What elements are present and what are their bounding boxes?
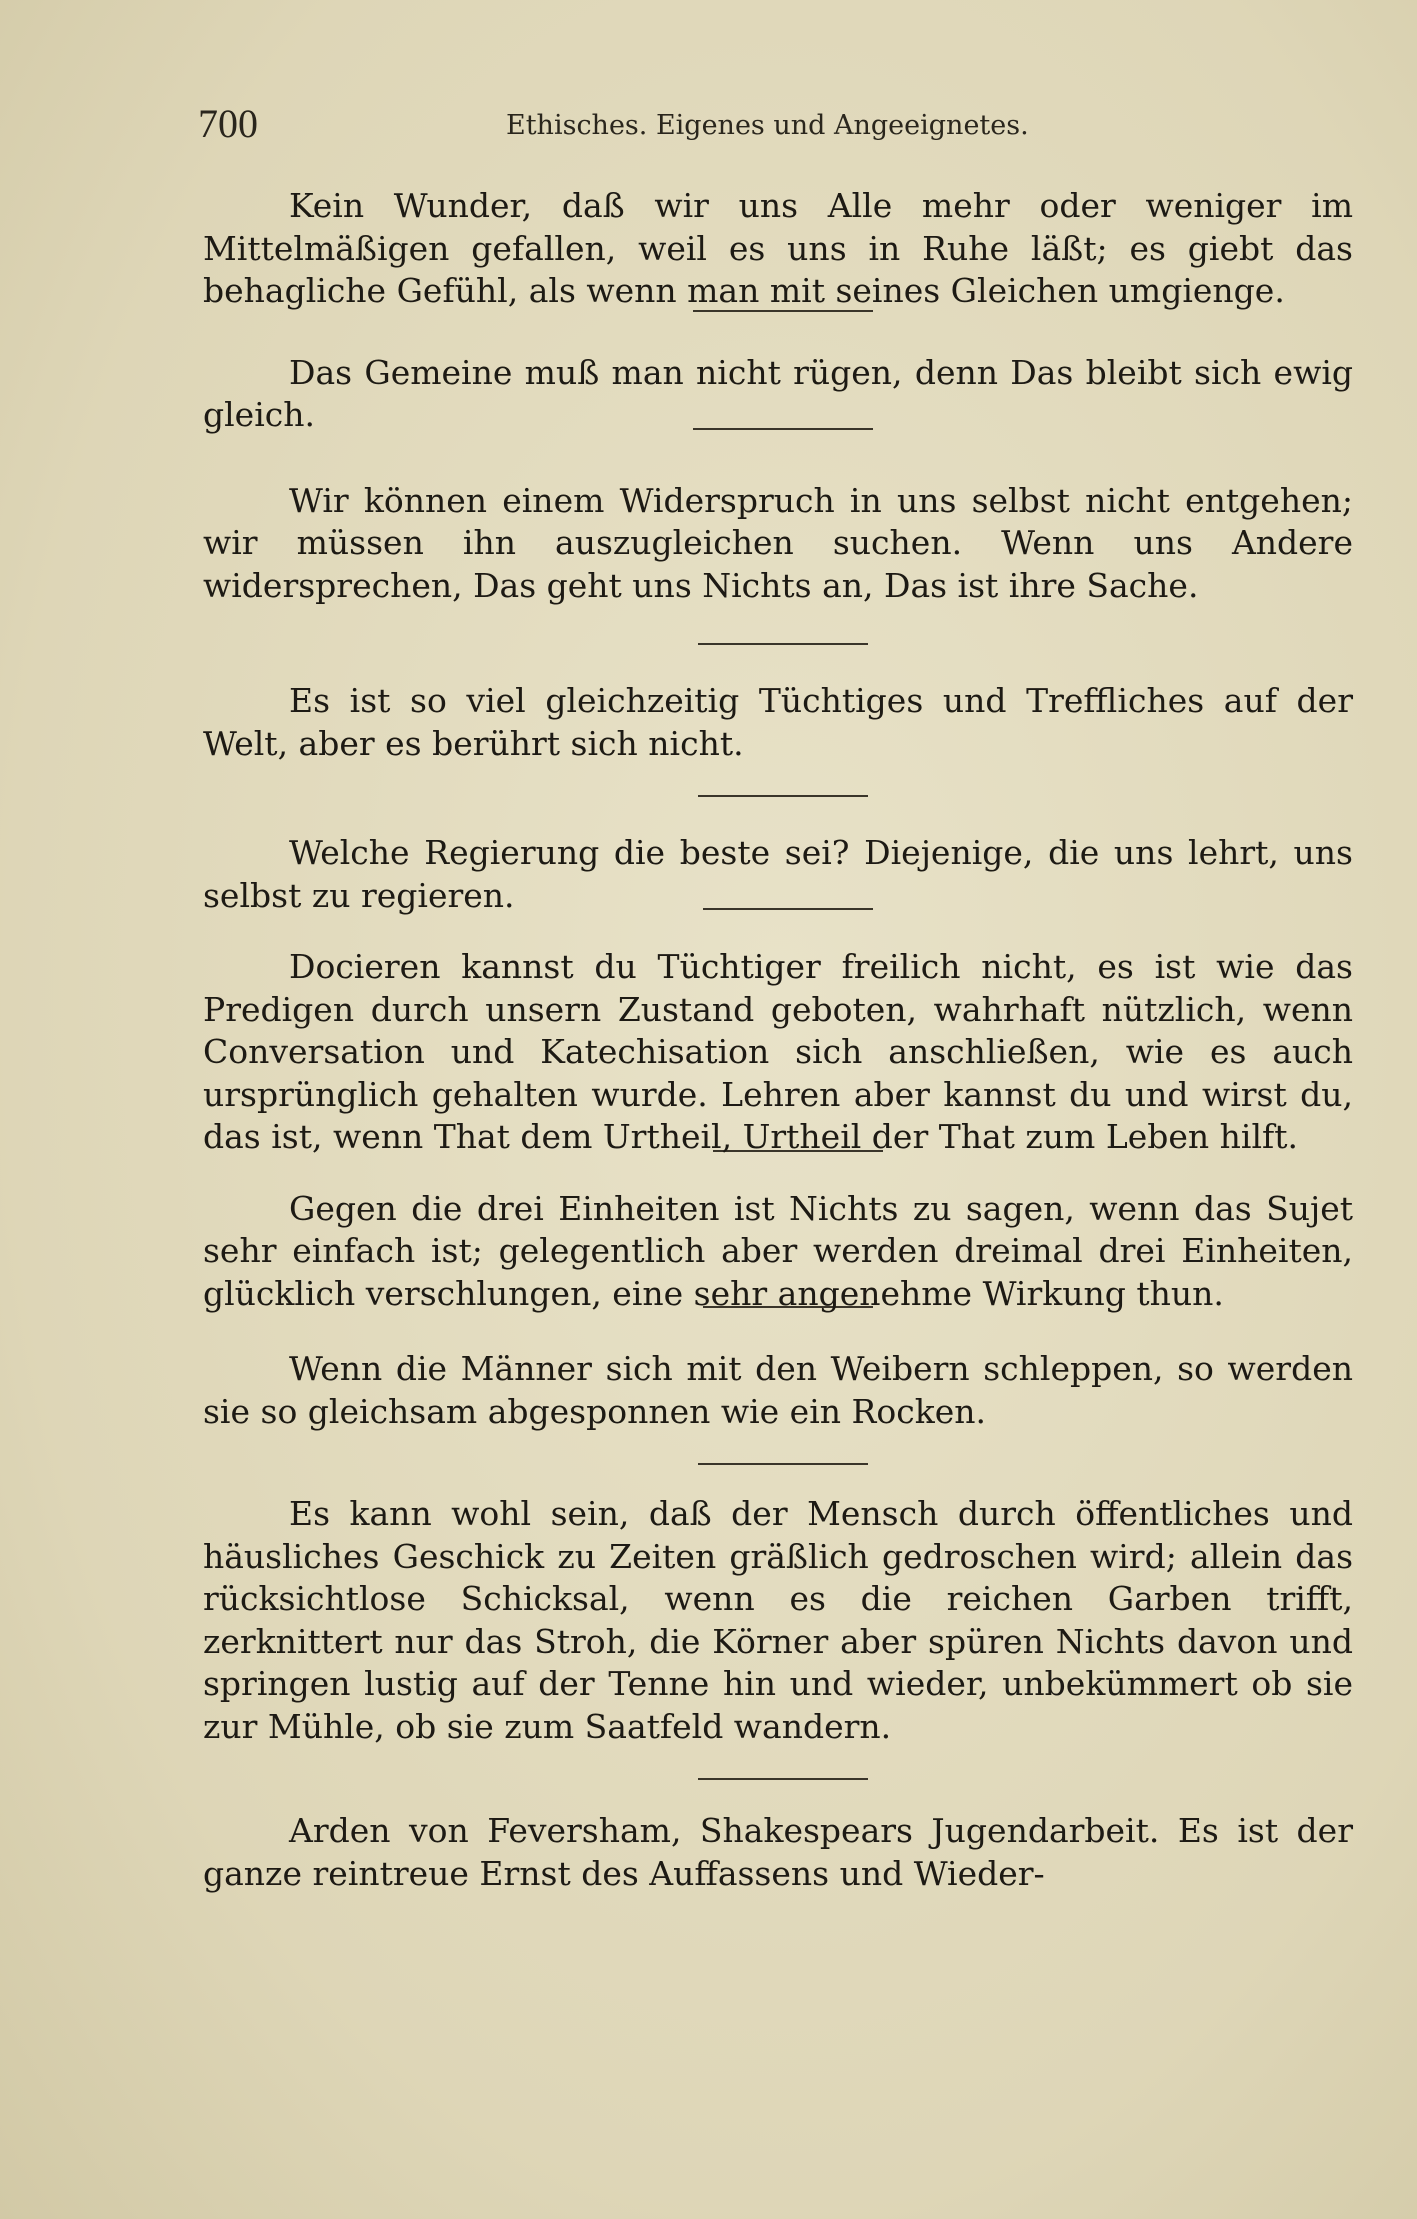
page-header [198, 100, 1348, 160]
paragraph: Das Gemeine muß man nicht rügen, denn Das bleibt sich ewig gleich. [203, 352, 1353, 434]
paragraph: Docieren kannst du Tüchtiger freilich nicht, es ist wie das Predigen durch unsern Zustand geboten, wahrhaft nützlich, wenn Conversation und Katechisation sich anschließen, wie es auch ursprünglich gehalten wurde. Lehren aber kannst du und wirst du, das ist, wenn That dem Urtheil, Urtheil der That zum Leben hilft. [203, 947, 1353, 1156]
paragraph: Arden von Feversham, Shakespears Jugendarbeit. Es ist der ganze reintreue Ernst des Auffassens und Wieder- [203, 1811, 1353, 1893]
body-text [203, 185, 1353, 1895]
paragraph: Gegen die drei Einheiten ist Nichts zu sagen, wenn das Sujet sehr einfach ist; gelegentlich aber werden dreimal drei Einheiten, glücklich verschlungen, eine sehr angenehme Wirkung thun. [203, 1188, 1353, 1313]
paragraph: Welche Regierung die beste sei? Diejenige, die uns lehrt, uns selbst zu regieren. [203, 833, 1353, 915]
paragraph: Wenn die Männer sich mit den Weibern schleppen, so werden sie so gleichsam abgesponnen wie ein Rocken. [203, 1349, 1353, 1431]
running-head: Ethisches. Eigenes und Angeeignetes. [506, 110, 1029, 141]
paragraph: Es kann wohl sein, daß der Mensch durch öffentliches und häusliches Geschick zu Zeiten gräßlich gedroschen wird; allein das rücksichtlose Schicksal, wenn es die reichen Garben trifft, zerknittert nur das Stroh, die Körner aber spüren Nichts davon und springen lustig auf der Tenne hin und wieder, unbekümmert ob sie zur Mühle, ob sie zum Saatfeld wandern. [203, 1494, 1353, 1746]
page-number: 700 [198, 101, 258, 146]
paragraph: Kein Wunder, daß wir uns Alle mehr oder weniger im Mittelmäßigen gefallen, weil es uns in Ruhe läßt; es giebt das behagliche Gefühl, als wenn man mit seines Gleichen umgienge. [203, 186, 1353, 310]
paragraph: Wir können einem Widerspruch in uns selbst nicht entgehen; wir müssen ihn auszugleichen suchen. Wenn uns Andere widersprechen, Das geht uns Nichts an, Das ist ihre Sache. [203, 480, 1353, 605]
paragraph: Es ist so viel gleichzeitig Tüchtiges und Treffliches auf der Welt, aber es berührt sich nicht. [203, 681, 1353, 763]
